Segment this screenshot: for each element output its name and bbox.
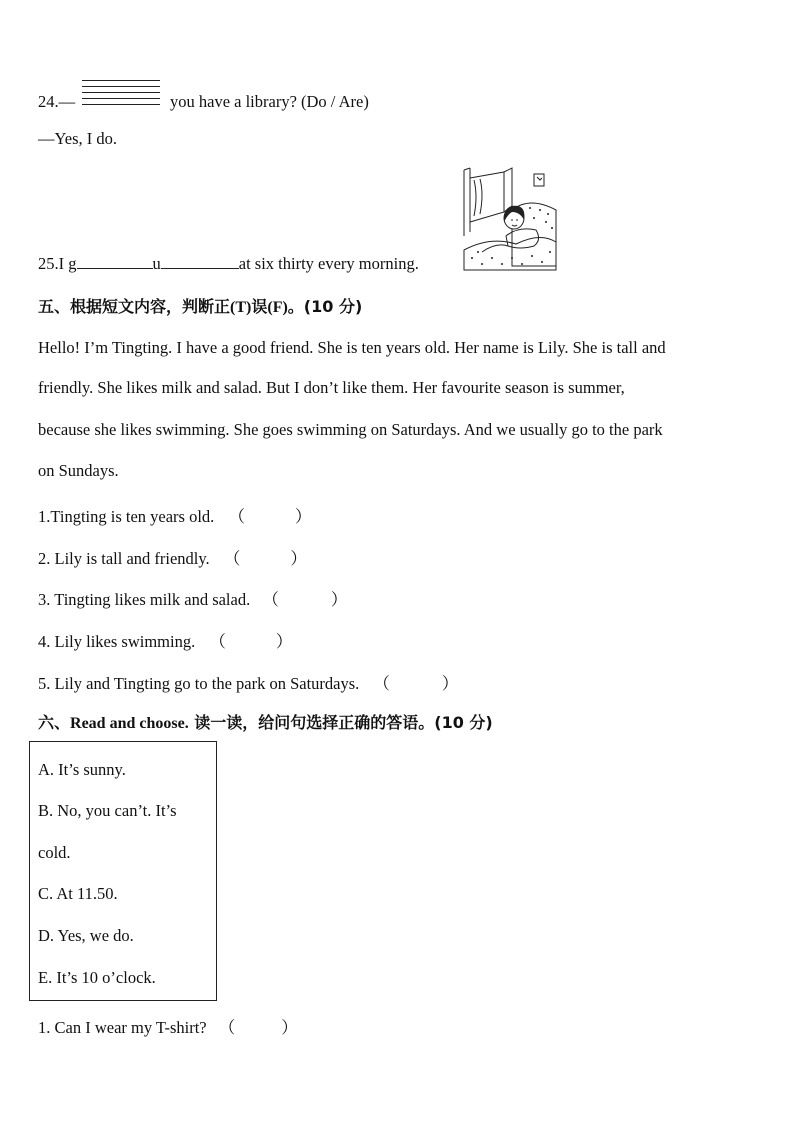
tf-item-text: 3. Tingting likes milk and salad. (38, 590, 251, 609)
tf-item-text: 2. Lily is tall and friendly. (38, 549, 210, 568)
tf-item-1 (38, 503, 311, 527)
girl-waking-up-picture (460, 166, 560, 272)
section5-heading-part2: 误 (251, 297, 268, 316)
tf-answer-paren[interactable]: （ ） (262, 590, 348, 609)
answer-option: B. No, you can’t. It’s (38, 801, 177, 820)
q24-prefix: 24.— (38, 92, 76, 111)
passage-line: because she likes swimming. She goes swimming on Saturdays. And we usually go to the park (38, 420, 663, 439)
q24-reply: —Yes, I do. (38, 129, 118, 148)
answer-option: D. Yes, we do. (38, 926, 134, 945)
choose-answer-paren[interactable]: （ ） (218, 1018, 298, 1037)
section5-heading-true-mark: (T) (230, 299, 252, 316)
q25-part2: u (152, 254, 161, 273)
passage-line: friendly. She likes milk and salad. But I don’t like them. Her favourite season is summer, (38, 378, 625, 397)
section6-heading-english: Read and choose. (70, 715, 189, 732)
passage-line: Hello! I’m Tingting. I have a good friend. She is ten years old. Her name is Lily. She is tall and (38, 338, 666, 357)
tf-item-2 (38, 545, 307, 569)
tf-item-4 (38, 628, 292, 652)
answer-option-continued: cold. (38, 843, 71, 862)
q25-part1: 25.I g (38, 254, 77, 273)
tf-item-text: 5. Lily and Tingting go to the park on Saturdays. (38, 674, 360, 693)
section5-heading (38, 294, 362, 317)
answer-option: A. It’s sunny. (38, 760, 126, 779)
section6-heading (38, 710, 493, 733)
answer-option: E. It’s 10 o’clock. (38, 968, 156, 987)
tf-item-3 (38, 586, 347, 610)
q24-answer-blank[interactable] (82, 80, 160, 106)
tf-answer-paren[interactable]: （ ） (228, 507, 312, 526)
tf-answer-paren[interactable]: （ ） (223, 549, 307, 568)
answer-option: C. At 11.50. (38, 884, 118, 903)
section6-heading-part1: 六、 (38, 713, 71, 732)
tf-item-text: 1.Tingting is ten years old. (38, 507, 215, 526)
answer-options-box (29, 741, 217, 1001)
passage-line: on Sundays. (38, 461, 119, 480)
q25-blank-2[interactable] (161, 254, 239, 269)
tf-answer-paren[interactable]: （ ） (209, 632, 293, 651)
q24-text: you have a library? (Do / Are) (170, 92, 369, 111)
section6-heading-part2: 读一读，给问句选择正确的答语。(10 分) (188, 713, 493, 732)
section5-heading-false-mark: (F) (267, 299, 288, 316)
tf-answer-paren[interactable]: （ ） (373, 674, 459, 693)
tf-item-text: 4. Lily likes swimming. (38, 632, 196, 651)
tf-item-5 (38, 670, 458, 694)
q25-blank-1[interactable] (77, 254, 153, 269)
choose-question-1 (38, 1014, 298, 1038)
choose-question-text: 1. Can I wear my T-shirt? (38, 1018, 207, 1037)
section5-heading-score: 。(10 分) (287, 297, 363, 316)
q25-part3: at six thirty every morning. (238, 254, 419, 273)
q25-sentence (38, 254, 419, 274)
section5-heading-part1: 五、根据短文内容，判断正 (38, 297, 231, 316)
